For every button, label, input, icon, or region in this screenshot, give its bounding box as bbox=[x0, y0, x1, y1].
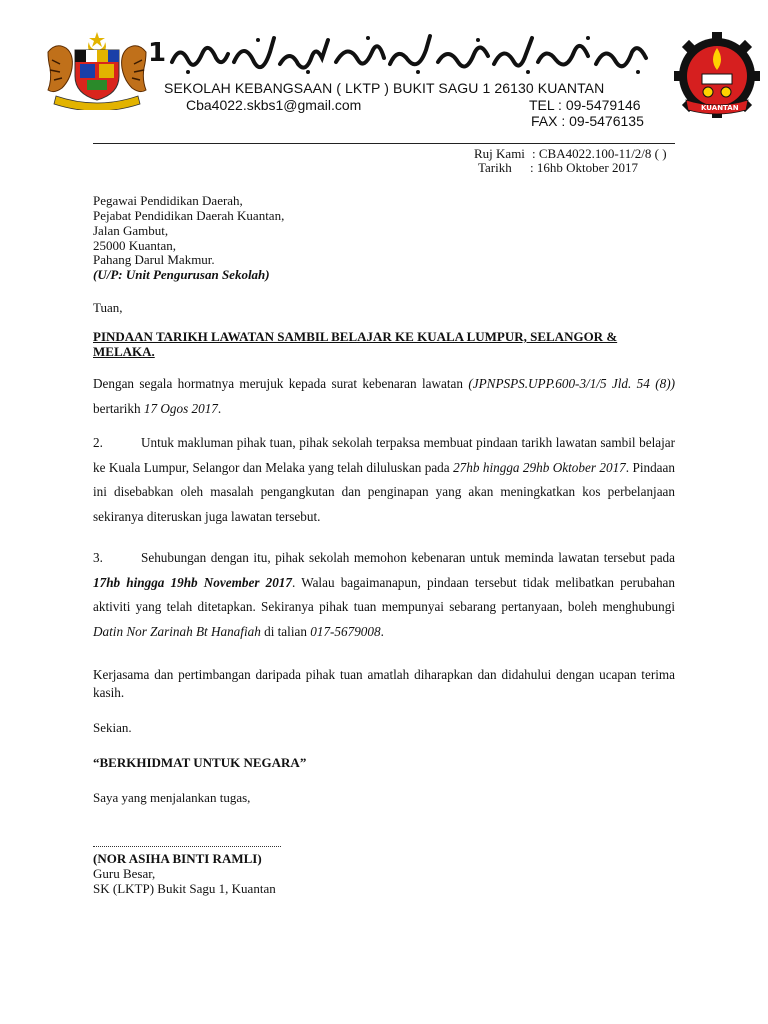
para3-text-b: . Walau bagaimanapun, pindaan tersebut tidak melibatkan perubahan aktiviti yang telah ditetapkan. Sekiranya pihak tuan mempunyai sebarang pertanyaan, boleh menghubungi bbox=[93, 574, 675, 614]
para3-end: . bbox=[380, 623, 384, 639]
header-divider bbox=[93, 143, 675, 144]
ref-value: : CBA4022.100-11/2/8 ( ) bbox=[532, 146, 667, 161]
para3-contact-name: Datin Nor Zarinah Bt Hanafiah bbox=[93, 623, 261, 639]
para2-text-b: . Pindaan ini disebabkan oleh masalah pengangkutan dan penginapan yang akan meningkatkan kos perbelanjaan sekiranya diteruskan juga lawatan tersebut. bbox=[93, 459, 675, 524]
salutation: Tuan, bbox=[93, 300, 123, 315]
para4-text: Kerjasama dan pertimbangan daripada pihak tuan amatlah diharapkan dan didahului dengan ucapan terima kasih. bbox=[93, 667, 675, 700]
paragraph-3 bbox=[93, 546, 675, 644]
school-fax: FAX : 09-5476135 bbox=[531, 113, 644, 129]
date-label: Tarikh bbox=[478, 160, 512, 175]
recipient-line: Pejabat Pendidikan Daerah Kuantan, bbox=[93, 208, 285, 223]
para3-dates: 17hb hingga 19hb November 2017 bbox=[93, 574, 292, 590]
ref-label: Ruj Kami bbox=[474, 146, 525, 161]
school-tel: TEL : 09-5479146 bbox=[529, 97, 641, 113]
motto: “BERKHIDMAT UNTUK NEGARA” bbox=[93, 755, 307, 770]
recipient-line: Pahang Darul Makmur. bbox=[93, 252, 215, 267]
school-email: Cba4022.skbs1@gmail.com bbox=[186, 97, 362, 113]
crest-label: KUANTAN bbox=[701, 104, 739, 112]
paragraph-1 bbox=[93, 372, 675, 421]
jawi-number: 1 bbox=[148, 38, 167, 68]
para3-text: Sehubungan dengan itu, pihak sekolah memohon kebenaran untuk meminda lawatan tersebut pada bbox=[141, 550, 675, 565]
para3-text-c: di talian bbox=[260, 623, 311, 639]
date-value: : 16hb Oktober 2017 bbox=[530, 160, 638, 175]
para1-text: Dengan segala hormatnya merujuk kepada surat kebenaran lawatan bbox=[93, 376, 469, 391]
para1-text-b: bertarikh bbox=[93, 400, 144, 416]
subject-line bbox=[93, 329, 617, 359]
signatory-name: (NOR ASIHA BINTI RAMLI) bbox=[93, 851, 262, 866]
recipient-line: Pegawai Pendidikan Daerah, bbox=[93, 193, 243, 208]
school-name: SEKOLAH KEBANGSAAN ( LKTP ) BUKIT SAGU 1 26130 KUANTAN bbox=[164, 80, 605, 96]
paragraph-2 bbox=[93, 431, 675, 529]
para2-dates: 27hb hingga 29hb Oktober 2017 bbox=[453, 459, 626, 475]
para2-text: Untuk makluman pihak tuan, pihak sekolah terpaksa membuat pindaan tarikh lawatan sambil belajar ke Kuala Lumpur, Selangor dan Melaka yang telah diluluskan pada bbox=[93, 435, 675, 475]
recipient-line: 25000 Kuantan, bbox=[93, 238, 177, 253]
signatory-school: SK (LKTP) Bukit Sagu 1, Kuantan bbox=[93, 881, 276, 896]
closing: Sekian. bbox=[93, 720, 132, 735]
attention-line: (U/P: Unit Pengurusan Sekolah) bbox=[93, 267, 270, 282]
coat-of-arms-logo bbox=[42, 30, 152, 110]
para2-number: 2. bbox=[93, 435, 103, 450]
para1-reference: (JPNPSPS.UPP.600-3/1/5 Jld. 54 (8)) bbox=[468, 376, 675, 391]
jawi-calligraphy-banner bbox=[168, 32, 668, 76]
duty-line: Saya yang menjalankan tugas, bbox=[93, 790, 251, 805]
signature-dotted-line bbox=[93, 846, 281, 847]
subject-text-2: MELAKA. bbox=[93, 344, 155, 359]
recipient-line: Jalan Gambut, bbox=[93, 223, 169, 238]
para3-number: 3. bbox=[93, 550, 103, 565]
subject-text-1: PINDAAN TARIKH LAWATAN SAMBIL BELAJAR KE KUALA LUMPUR, SELANGOR & bbox=[93, 329, 618, 344]
signatory-title: Guru Besar, bbox=[93, 866, 156, 881]
para1-date: 17 Ogos 2017 bbox=[143, 400, 218, 416]
paragraph-4 bbox=[93, 666, 675, 702]
para3-phone: 017-5679008 bbox=[310, 623, 381, 639]
para1-end: . bbox=[217, 400, 222, 416]
